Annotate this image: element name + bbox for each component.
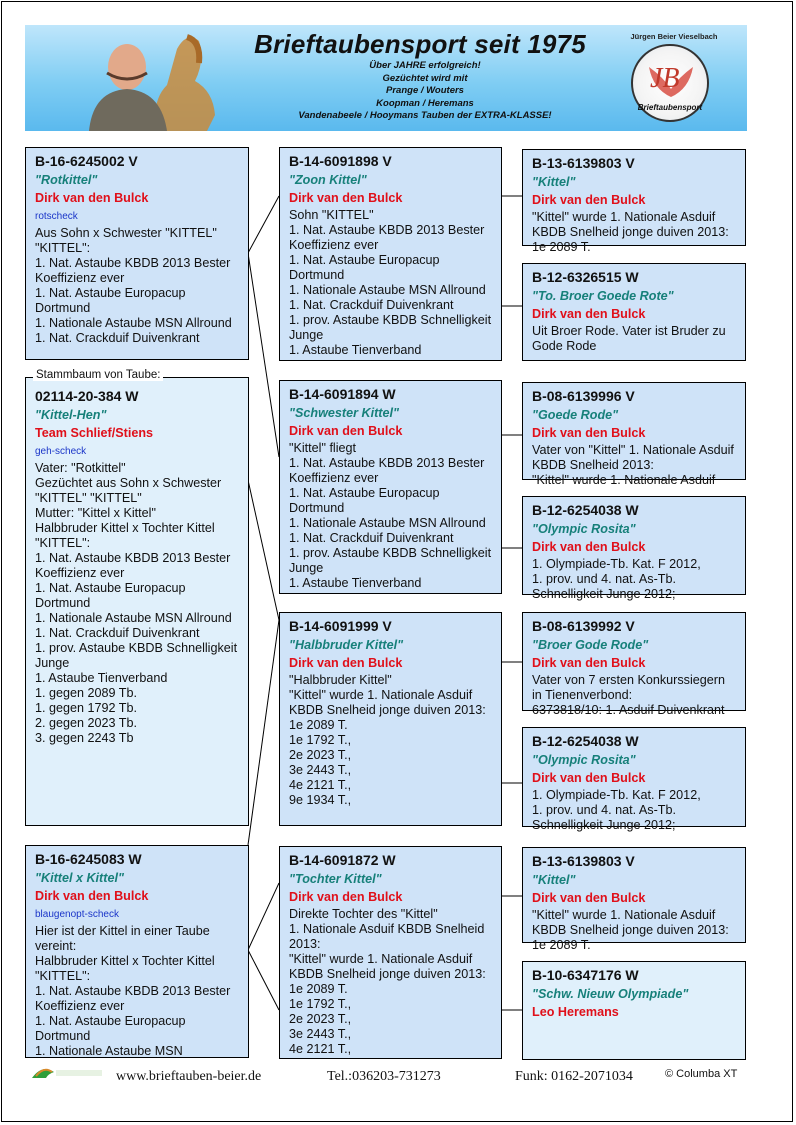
pigeon-description: Vater von 7 ersten Konkurssiegern in Tienenverbond: 6373818/10: 1. Asduif Duivenkrant: [532, 673, 725, 717]
breeder-name: Team Schlief/Stiens: [35, 426, 154, 440]
great-grandparent-card-3[interactable]: [522, 382, 746, 487]
pigeon-name: "Schw. Nieuw Olympiade": [532, 987, 689, 1001]
pigeon-name: "Halbbruder Kittel": [289, 638, 404, 652]
pigeon-description: Direkte Tochter des "Kittel" 1. Nationale Asduif KBDB Snelheid 2013: "Kittel" wurde 1. Nationale Asduif KBDB Snelheid jonge duiven 2013: 1e 2089 T. 1e 1792 T., 2e 2023 T., 3e 2443 T., 4e 2121 T.,: [289, 907, 486, 1056]
pigeon-description: Vater: "Rotkittel" Gezüchtet aus Sohn x Schwester "KITTEL" "KITTEL" Mutter: "Kittel x Kittel" Halbbruder Kittel x Tochter Kittel "KITTEL": 1. Nat. Astaube KBDB 2013 Bester Koeffizienz ever 1. Nat. Astaube Europacup Dortmund 1. Nationale Astaube MSN Allround 1. Nat. Crackduif Duivenkrant 1. prov. Astaube KBDB Schnelligkeit Junge 1. Astaube Tienverband 1. gegen 2089 Tb. 1. gegen 1792 Tb. 2. gegen 2023 Tb. 3. gegen 2243 Tb: [35, 461, 238, 745]
pigeon-name: "Schwester Kittel": [289, 406, 399, 420]
pigeon-name: "To. Broer Goede Rote": [532, 289, 674, 303]
footer-website[interactable]: www.brieftauben-beier.de: [116, 1069, 262, 1084]
ring-number: B-14-6091999 V: [289, 618, 392, 634]
great-grandparent-card-4[interactable]: [522, 496, 746, 601]
pedigree-legend: Stammbaum von Taube:: [33, 369, 163, 381]
breeder-name: Dirk van den Bulck: [532, 193, 646, 207]
ring-number: B-13-6139803 V: [532, 155, 635, 171]
pigeon-name: "Kittel": [532, 175, 576, 189]
breeder-name: Dirk van den Bulck: [532, 891, 646, 905]
grandparent-card-1[interactable]: [279, 147, 502, 361]
banner-line: Über JAHRE erfolgreich!: [369, 60, 481, 71]
great-grandparent-card-5[interactable]: [522, 612, 746, 717]
breeder-name: Dirk van den Bulck: [35, 191, 149, 205]
pigeon-name: "Kittel x Kittel": [35, 871, 124, 885]
mother-card[interactable]: [25, 845, 249, 1058]
ring-number: B-14-6091872 W: [289, 852, 396, 868]
plumage-color: rotscheck: [35, 211, 78, 222]
banner-subtitle: [265, 60, 585, 123]
plumage-color: blaugenopt-scheck: [35, 909, 119, 920]
ring-number: B-12-6326515 W: [532, 269, 639, 285]
pigeon-description: Sohn "KITTEL" 1. Nat. Astaube KBDB 2013 Bester Koeffizienz ever 1. Nat. Astaube Europacup Dortmund 1. Nationale Astaube MSN Allround 1. Nat. Crackduif Duivenkrant 1. prov. Astaube KBDB Schnelligkeit Junge 1. Astaube Tienverband: [289, 208, 492, 357]
pigeon-name: "Kittel": [532, 873, 576, 887]
pigeon-description: Uit Broer Rode. Vater ist Bruder zu Gode Rode: [532, 324, 726, 353]
great-grandparent-card-7[interactable]: [522, 847, 746, 952]
pigeon-description: "Kittel" wurde 1. Nationale Asduif KBDB Snelheid jonge duiven 2013: 1e 2089 T.: [532, 908, 729, 952]
ring-number: B-14-6091894 W: [289, 386, 396, 402]
pigeon-name: "Goede Rode": [532, 408, 619, 422]
subject-card[interactable]: [25, 377, 249, 826]
pigeon-name: "Broer Gode Rode": [532, 638, 649, 652]
pigeon-description: 1. Olympiade-Tb. Kat. F 2012, 1. prov. und 4. nat. As-Tb. Schnelligkeit Junge 2012;: [532, 788, 701, 832]
page-footer: [0, 1067, 796, 1087]
ring-number: B-08-6139996 V: [532, 388, 635, 404]
breeder-name: Dirk van den Bulck: [532, 656, 646, 670]
pigeon-name: "Kittel-Hen": [35, 408, 107, 422]
ring-number: B-12-6254038 W: [532, 502, 639, 518]
pigeon-description: "Kittel" wurde 1. Nationale Asduif KBDB Snelheid jonge duiven 2013: 1e 2089 T.: [532, 210, 729, 254]
great-grandparent-card-1[interactable]: [522, 149, 746, 254]
breeder-name: Dirk van den Bulck: [532, 426, 646, 440]
banner-line: Koopman / Heremans: [376, 97, 474, 109]
banner-line: Vandenabeele / Hooymans Tauben der EXTRA-KLASSE!: [298, 110, 552, 121]
great-grandparent-card-2[interactable]: [522, 263, 746, 361]
pigeon-description: "Halbbruder Kittel" "Kittel" wurde 1. Nationale Asduif KBDB Snelheid jonge duiven 2013: 1e 2089 T. 1e 1792 T., 2e 2023 T., 3e 2443 T., 4e 2121 T., 9e 1934 T.,: [289, 673, 486, 807]
pigeon-description: "Kittel" fliegt 1. Nat. Astaube KBDB 2013 Bester Koeffizienz ever 1. Nat. Astaube Europacup Dortmund 1. Nationale Astaube MSN Allround 1. Nat. Crackduif Duivenkrant 1. prov. Astaube KBDB Schnelligkeit Junge 1. Astaube Tienverband: [289, 441, 492, 590]
footer-mobile: Funk: 0162-2071034: [515, 1069, 633, 1084]
breeder-name: Dirk van den Bulck: [532, 540, 646, 554]
pigeon-name: "Tochter Kittel": [289, 872, 382, 886]
header-banner: [25, 25, 747, 131]
father-card[interactable]: [25, 147, 249, 360]
grandparent-card-3[interactable]: [279, 612, 502, 826]
pigeon-description: Hier ist der Kittel in einer Taube vereint: Halbbruder Kittel x Tochter Kittel "KITTEL": 1. Nat. Astaube KBDB 2013 Bester Koeffizienz ever 1. Nat. Astaube Europacup Dortmund 1. Nationale Astaube MSN: [35, 924, 231, 1058]
banner-line: Prange / Wouters: [386, 85, 464, 96]
breeder-name: Dirk van den Bulck: [289, 656, 403, 670]
ring-number: B-10-6347176 W: [532, 967, 639, 983]
pigeon-name: "Olympic Rosita": [532, 753, 636, 767]
breeder-name: Dirk van den Bulck: [289, 191, 403, 205]
ring-number: B-16-6245083 W: [35, 851, 142, 867]
great-grandparent-card-6[interactable]: [522, 727, 746, 832]
logo-initials: JB: [650, 63, 680, 94]
ring-number: B-14-6091898 V: [289, 153, 392, 169]
pigeon-description: Vater von "Kittel" 1. Nationale Asduif KBDB Snelheid 2013: "Kittel" wurde 1. Nationale Asduif: [532, 443, 734, 487]
logo-owner-name: Jürgen Beier Vieselbach: [630, 32, 718, 41]
breeder-name: Dirk van den Bulck: [289, 890, 403, 904]
pigeon-name: "Zoon Kittel": [289, 173, 367, 187]
breeder-name: Dirk van den Bulck: [532, 307, 646, 321]
pigeon-description: Aus Sohn x Schwester "KITTEL" "KITTEL": 1. Nat. Astaube KBDB 2013 Bester Koeffizienz ever 1. Nat. Astaube Europacup Dortmund 1. Nationale Astaube MSN Allround 1. Nat. Crackduif Duivenkrant: [35, 226, 232, 345]
breeder-name: Leo Heremans: [532, 1005, 619, 1019]
footer-copyright: © Columba XT: [665, 1068, 738, 1080]
breeder-name: Dirk van den Bulck: [532, 771, 646, 785]
ring-number: B-16-6245002 V: [35, 153, 138, 169]
pigeon-description: 1. Olympiade-Tb. Kat. F 2012, 1. prov. und 4. nat. As-Tb. Schnelligkeit Junge 2012;: [532, 557, 701, 601]
grandparent-card-2[interactable]: [279, 380, 502, 594]
breeder-name: Dirk van den Bulck: [35, 889, 149, 903]
breeder-name: Dirk van den Bulck: [289, 424, 403, 438]
footer-phone: Tel.:036203-731273: [327, 1069, 441, 1084]
great-grandparent-card-8[interactable]: [522, 961, 746, 1060]
pigeon-name: "Olympic Rosita": [532, 522, 636, 536]
grandparent-card-4[interactable]: [279, 846, 502, 1059]
pigeon-name: "Rotkittel": [35, 173, 98, 187]
logo-ring-text: Brieftaubensport: [637, 103, 703, 112]
banner-title: Brieftaubensport seit 1975: [254, 29, 586, 59]
ring-number: B-08-6139992 V: [532, 618, 635, 634]
banner-line: Gezüchtet wird mit: [382, 72, 468, 84]
ring-number: B-12-6254038 W: [532, 733, 639, 749]
ring-number: B-13-6139803 V: [532, 853, 635, 869]
breeder-photo: [59, 29, 249, 131]
ring-number: 02114-20-384 W: [35, 388, 139, 404]
plumage-color: geh-scheck: [35, 446, 87, 457]
